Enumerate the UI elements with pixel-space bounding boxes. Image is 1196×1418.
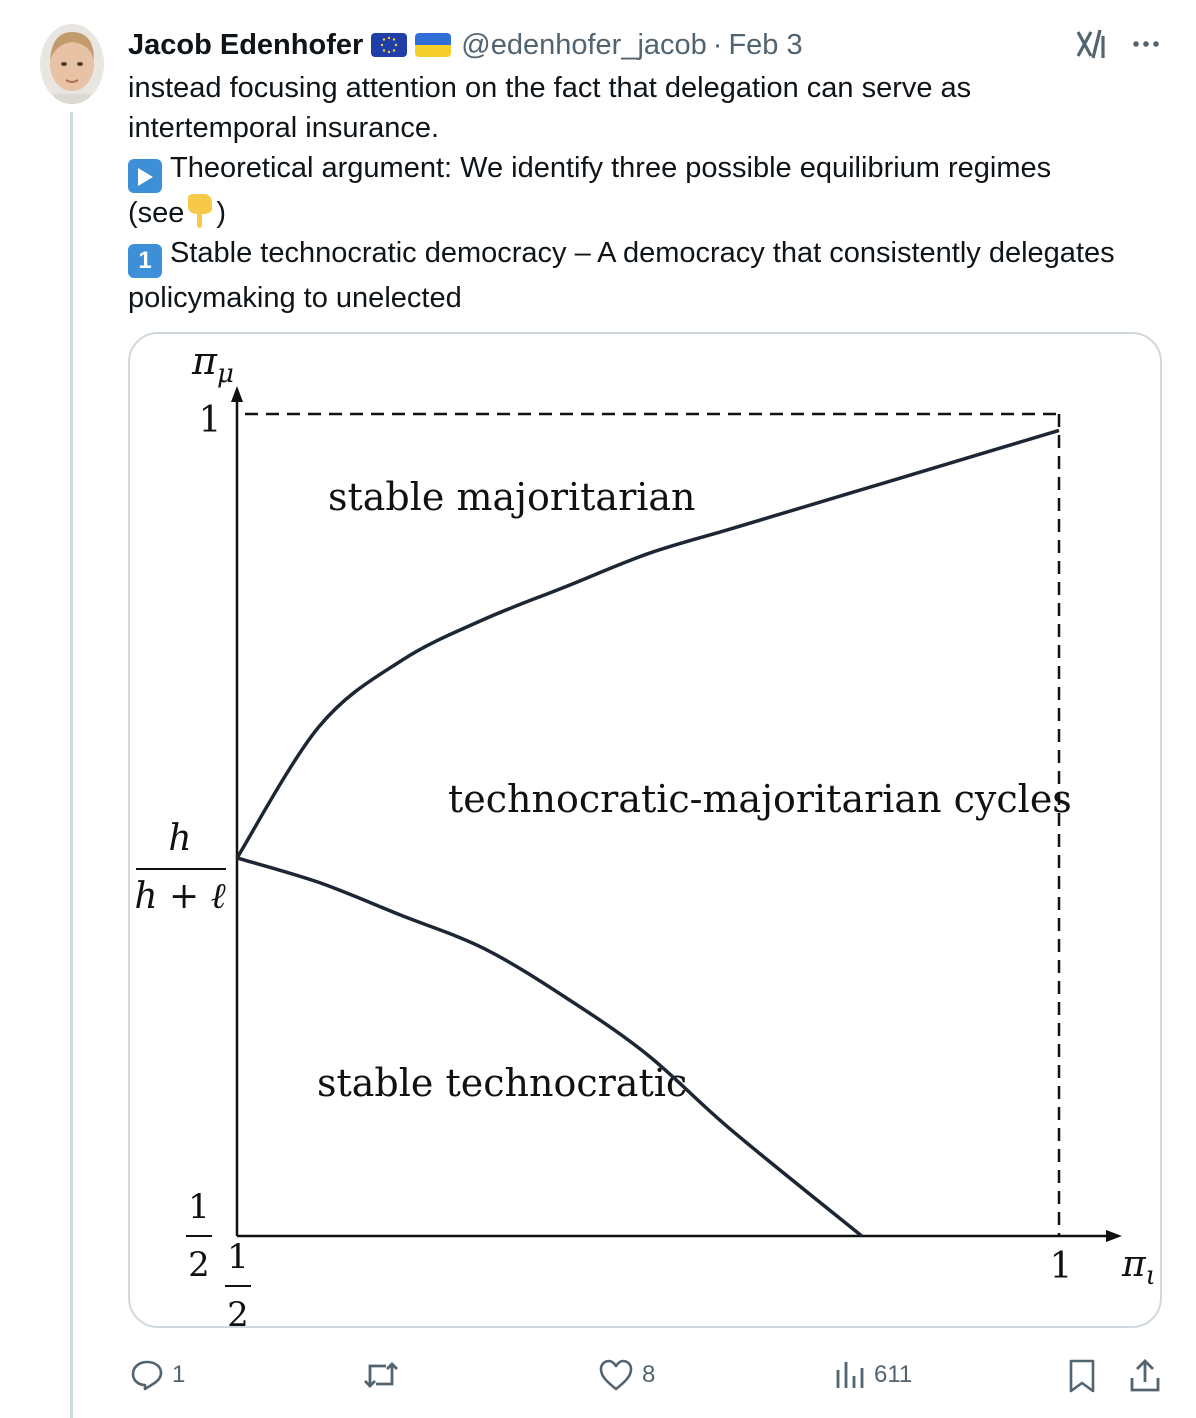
grok-icon[interactable] <box>1074 26 1110 62</box>
paragraph-3-text: Stable technocratic democracy – A democracy that consistently delegates policymaking to unelected <box>128 237 1115 314</box>
tweet-paragraph-1: instead focusing attention on the fact that delegation can serve as intertemporal insurance. <box>128 72 972 144</box>
tweet-image[interactable] <box>128 332 1162 1328</box>
like-button[interactable] <box>598 1358 655 1392</box>
regime-chart <box>130 334 1162 1328</box>
retweet-icon <box>362 1358 400 1392</box>
retweet-button[interactable] <box>362 1358 408 1392</box>
tweet-date[interactable]: Feb 3 <box>728 28 803 61</box>
bookmark-icon <box>1066 1358 1098 1394</box>
annotation-stable-majoritarian: stable majoritarian <box>328 475 696 519</box>
curves <box>237 430 1059 1236</box>
views-button[interactable] <box>834 1358 912 1392</box>
tweet-header <box>128 26 803 64</box>
paragraph-2-see: (see <box>128 197 185 229</box>
author-handle[interactable]: @edenhofer_jacob <box>461 28 707 61</box>
reply-count: 1 <box>172 1361 186 1388</box>
tweet-paragraph-3 <box>128 233 1138 318</box>
annotation-cycles: technocratic-majoritarian cycles <box>448 777 1072 821</box>
views-count: 611 <box>874 1361 913 1388</box>
eu-flag-icon <box>371 33 407 57</box>
x-tick-half-numerator: 1 <box>227 1237 249 1277</box>
reply-button[interactable] <box>130 1358 185 1392</box>
y-axis-label: $\pi_\mu$ <box>192 339 234 389</box>
y-tick-h-denominator: h + ℓ <box>134 876 226 917</box>
y-tick-half-numerator: 1 <box>188 1187 210 1227</box>
y-tick-h-numerator: h <box>168 818 192 859</box>
y-tick-1: 1 <box>198 400 222 441</box>
thread-line <box>70 112 73 1418</box>
x-axis-arrow <box>1106 1230 1122 1242</box>
action-bar <box>0 1352 1196 1400</box>
heart-icon <box>598 1358 634 1392</box>
x-tick-half-denominator: 2 <box>227 1295 249 1328</box>
keycap-one-emoji-icon: 1 <box>128 244 162 278</box>
paragraph-2-text: Theoretical argument: We identify three possible equilibrium regimes <box>170 152 1052 184</box>
boundary-curve-2 <box>237 858 862 1236</box>
tweet-text <box>128 68 1138 318</box>
author-name[interactable]: Jacob Edenhofer <box>128 28 364 61</box>
annotation-stable-technocratic: stable technocratic <box>317 1061 688 1105</box>
separator-dot: · <box>712 28 723 61</box>
share-button[interactable] <box>1128 1358 1162 1394</box>
like-count: 8 <box>642 1361 656 1388</box>
tweet-paragraph-2 <box>128 148 1138 233</box>
y-tick-half-denominator: 2 <box>188 1245 210 1285</box>
share-icon <box>1128 1358 1162 1394</box>
pointing-down-emoji-icon <box>184 194 216 230</box>
bookmark-button[interactable] <box>1066 1358 1098 1394</box>
avatar[interactable] <box>40 24 104 104</box>
play-button-emoji-icon <box>128 159 162 193</box>
paragraph-2-close: ) <box>216 197 227 229</box>
reply-icon <box>130 1358 164 1392</box>
x-axis-label: $\pi_\iota$ <box>1122 1244 1156 1291</box>
x-tick-1: 1 <box>1049 1246 1073 1287</box>
ukraine-flag-icon <box>415 33 451 57</box>
views-chart-icon <box>834 1358 866 1392</box>
more-options-icon[interactable] <box>1128 26 1164 62</box>
